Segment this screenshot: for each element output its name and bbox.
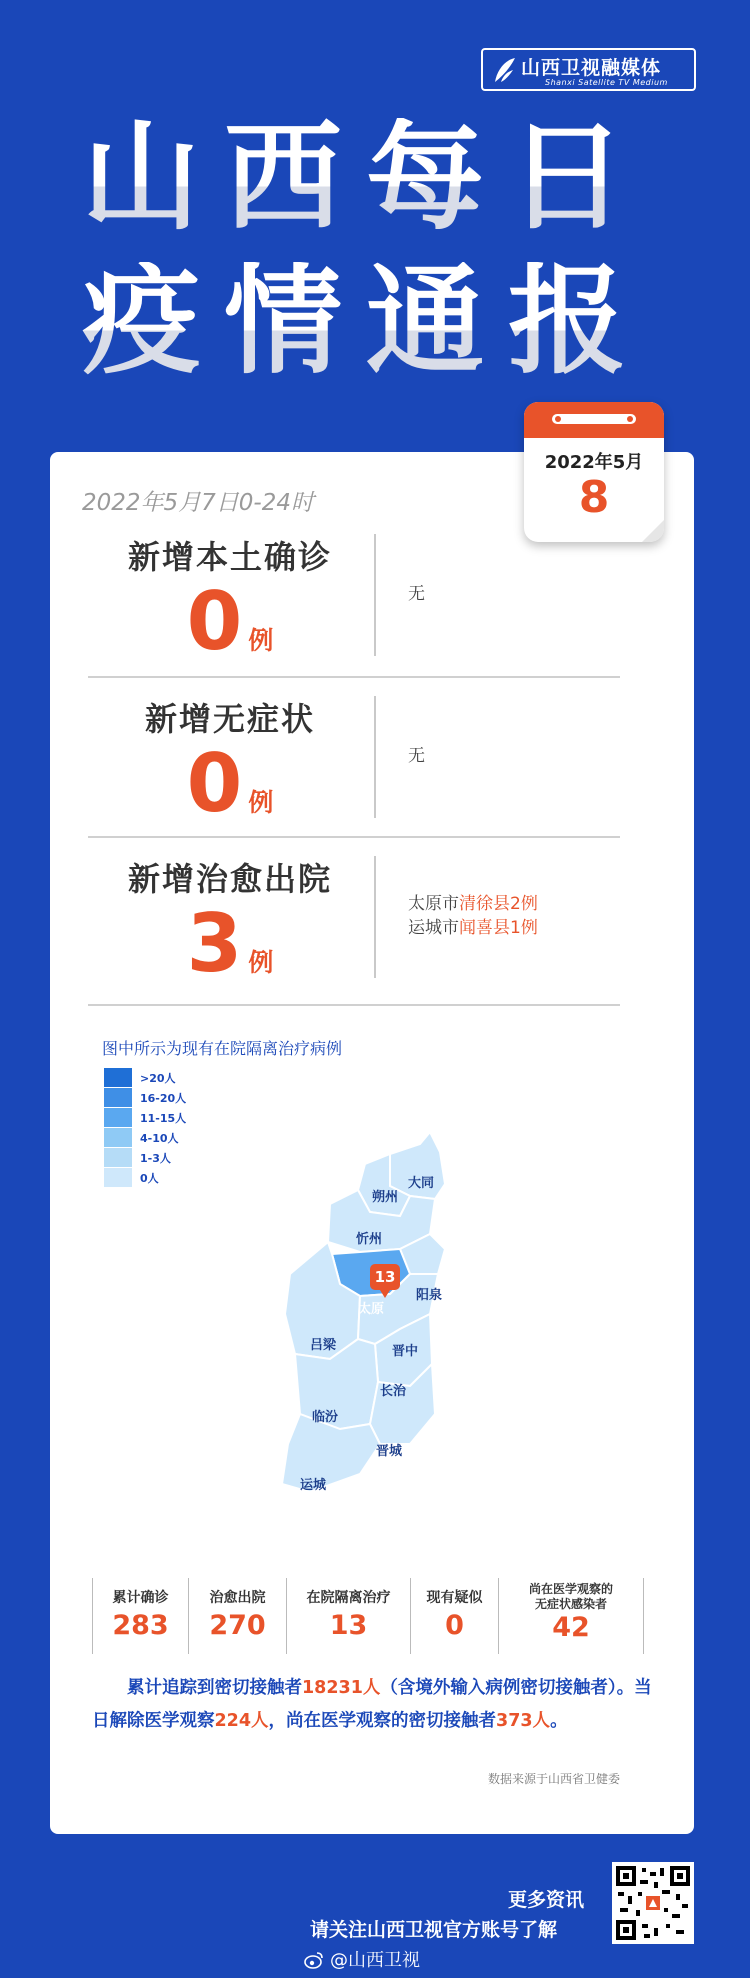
- note-line: [408, 892, 538, 916]
- weibo-handle-text: @山西卫视: [330, 1950, 420, 1971]
- stat-new-recovered: [90, 854, 370, 990]
- summary-value: 13: [329, 1610, 368, 1641]
- legend-swatch: [104, 1148, 132, 1167]
- summary-table: [92, 1578, 652, 1654]
- contact-tracing-paragraph: [92, 1672, 658, 1738]
- summary-suspected: [410, 1578, 498, 1654]
- legend-swatch: [104, 1168, 132, 1187]
- note-line: [408, 744, 425, 768]
- divider: [374, 696, 376, 818]
- city-label-yangquan: 阳泉: [416, 1288, 443, 1303]
- summary-hospitalized: [286, 1578, 410, 1654]
- paragraph-text: 累计追踪到密切接触者: [127, 1678, 302, 1698]
- calendar-header: [524, 402, 664, 438]
- city-label-jinzhong: 晋中: [392, 1344, 419, 1359]
- summary-value: 0: [445, 1610, 464, 1641]
- summary-value: 42: [552, 1612, 590, 1643]
- legend-label: 11-15人: [140, 1112, 187, 1125]
- summary-cumulative: [92, 1578, 188, 1654]
- stat-note: [408, 892, 538, 940]
- paragraph-highlight: 373人: [496, 1711, 551, 1731]
- legend-label: 4-10人: [140, 1132, 179, 1145]
- summary-label: 在院隔离治疗: [306, 1590, 391, 1606]
- legend-swatch: [104, 1088, 132, 1107]
- calendar-page-curl: [642, 520, 664, 542]
- headline-line-2: 疫情通报: [82, 262, 682, 380]
- brand-leaf-icon: [491, 56, 517, 84]
- summary-recovered: [188, 1578, 286, 1654]
- city-label-datong: 大同: [408, 1176, 435, 1191]
- divider: [374, 856, 376, 978]
- region-yuncheng: [282, 1414, 380, 1492]
- stat-note: [408, 582, 425, 606]
- summary-label: 尚在医学观察的 无症状感染者: [528, 1582, 613, 1611]
- divider: [88, 1004, 620, 1006]
- calendar-day: 8: [578, 472, 610, 523]
- note-highlight: 闻喜县1例: [459, 918, 538, 938]
- legend-swatch: [104, 1108, 132, 1127]
- legend-label: 1-3人: [140, 1152, 171, 1165]
- paragraph-text: （含境外输入病例密切接触者）。当日解除医学观察: [92, 1678, 652, 1731]
- paragraph-text: ，尚在医学观察的密切接触者: [268, 1711, 497, 1731]
- note-line: [408, 916, 538, 940]
- legend-swatch: [104, 1128, 132, 1147]
- stat-title: 新增本土确诊: [127, 538, 332, 576]
- note-highlight: 清徐县2例: [459, 894, 538, 914]
- stat-unit: 例: [248, 788, 274, 817]
- divider: [88, 676, 620, 678]
- city-label-changzhi: 长治: [380, 1384, 407, 1399]
- qr-code-icon: [616, 1866, 690, 1940]
- taiyuan-count-pin: 13: [370, 1264, 400, 1290]
- city-label-xinzhou: 忻州: [356, 1232, 383, 1247]
- footer-more-info: 更多资讯: [508, 1889, 585, 1911]
- paragraph-text: 。: [550, 1711, 568, 1731]
- stat-unit: 例: [248, 626, 274, 655]
- calendar-month: 2022年5月: [544, 452, 644, 473]
- stat-title: 新增治愈出院: [127, 860, 332, 898]
- map-title: 图中所示为现有在院隔离治疗病例: [102, 1039, 343, 1058]
- summary-label: 累计确诊: [112, 1590, 169, 1606]
- stat-note: [408, 744, 425, 768]
- summary-asymptomatic-observed: [498, 1578, 644, 1654]
- brand-name: 山西卫视融媒体: [521, 57, 662, 79]
- city-label-lvliang: 吕梁: [310, 1338, 337, 1353]
- summary-label: 现有疑似: [426, 1590, 483, 1606]
- paragraph-highlight: 18231人: [302, 1678, 381, 1698]
- divider: [374, 534, 376, 656]
- calendar-ring-icon: [552, 414, 636, 424]
- map-regions: [270, 1124, 490, 1524]
- note-text: 运城市: [408, 918, 459, 938]
- stat-new-asymptomatic: [90, 694, 370, 830]
- stat-value: 3: [186, 897, 243, 990]
- paragraph-highlight: 224人: [214, 1711, 269, 1731]
- divider: [88, 836, 620, 838]
- note-text: 无: [408, 584, 425, 604]
- city-label-linfen: 临汾: [312, 1410, 339, 1425]
- city-label-taiyuan: 太原: [358, 1302, 385, 1317]
- legend-label: 0人: [140, 1172, 159, 1185]
- stat-value: 0: [186, 575, 243, 668]
- data-source: 数据来源于山西省卫健委: [488, 1772, 621, 1786]
- weibo-icon: [304, 1951, 324, 1969]
- summary-label: 治愈出院: [209, 1590, 266, 1606]
- note-line: [408, 582, 425, 606]
- calendar-badge: [524, 402, 664, 542]
- summary-value: 270: [209, 1610, 266, 1641]
- qr-code[interactable]: [612, 1862, 694, 1944]
- headline-line-1: 山西每日: [82, 118, 682, 236]
- stat-new-confirmed: [90, 532, 370, 668]
- weibo-handle[interactable]: [304, 1946, 420, 1972]
- city-label-shuozhou: 朔州: [372, 1190, 399, 1205]
- footer-follow: 请关注山西卫视官方账号了解: [310, 1919, 558, 1941]
- stat-value: 0: [186, 737, 243, 830]
- stat-title: 新增无症状: [144, 700, 315, 738]
- stat-unit: 例: [248, 948, 274, 977]
- report-date: 2022年5月7日0-24时: [82, 490, 314, 516]
- legend-label: >20人: [140, 1072, 176, 1085]
- city-label-yuncheng: 运城: [300, 1478, 327, 1493]
- brand-subtitle: Shanxi Satellite TV Medium: [545, 78, 668, 87]
- city-label-jincheng: 晋城: [376, 1444, 403, 1459]
- brand-logo: [481, 48, 696, 91]
- legend-label: 16-20人: [140, 1092, 187, 1105]
- shanxi-map: [270, 1124, 490, 1524]
- note-text: 太原市: [408, 894, 459, 914]
- summary-value: 283: [112, 1610, 169, 1641]
- note-text: 无: [408, 746, 425, 766]
- legend-swatch: [104, 1068, 132, 1087]
